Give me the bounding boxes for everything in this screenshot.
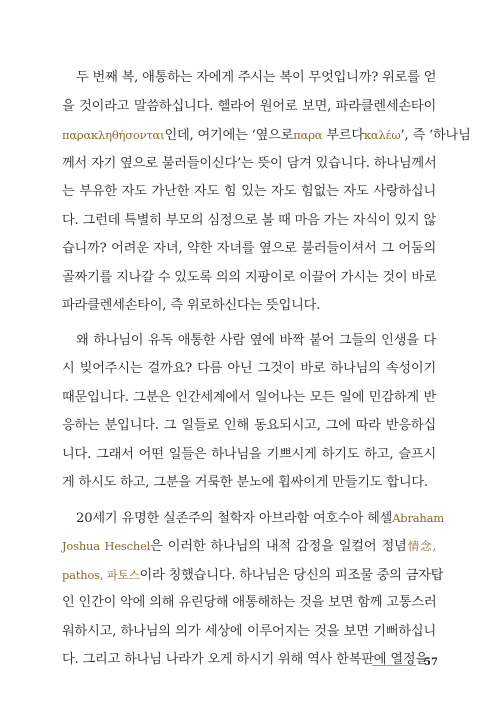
page-number: 57 xyxy=(424,657,438,668)
text-segment: 게 하시도 하고, 그분을 거룩한 분노에 휩싸이게 만들기도 합니다. xyxy=(62,475,428,490)
text-line xyxy=(62,178,436,207)
original-language-term: Joshua Heschel xyxy=(62,539,151,553)
paragraph xyxy=(62,64,471,321)
text-segment: 이라 칭했습니다. 하나님은 당신의 피조물 중의 금자탑 xyxy=(139,567,444,583)
text-line xyxy=(62,327,436,356)
body-text xyxy=(62,64,471,675)
text-line xyxy=(62,618,436,647)
text-segment: 20세기 유명한 실존주의 철학자 아브라함 여호수아 헤셀 xyxy=(76,510,393,526)
text-segment: 께서 자기 옆으로 불러들이신다’는 뜻이 담겨 있습니다. 하나님께서 xyxy=(62,155,437,171)
text-segment: 는 부유한 자도 가난한 자도 힘 있는 자도 힘없는 자도 사랑하십니 xyxy=(62,184,436,199)
text-segment: 다. 그리고 하나님 나라가 오게 하시기 위해 역사 한복판에 열정을 xyxy=(62,652,428,667)
original-language-term: καλέω xyxy=(363,128,401,142)
text-line xyxy=(62,207,436,236)
text-line xyxy=(62,412,436,441)
text-line xyxy=(62,121,471,150)
text-segment: 니다. 그래서 어떤 일들은 하나님을 기쁘시게 하기도 하고, 슬프시 xyxy=(62,446,436,462)
text-segment: 다. 그런데 특별히 부모의 심정으로 볼 때 마음 가는 자식이 있지 않 xyxy=(62,212,436,228)
text-line xyxy=(62,441,436,470)
text-segment: ’, 즉 ‘하나님 xyxy=(400,128,471,143)
text-line xyxy=(62,235,436,264)
text-line xyxy=(62,384,436,413)
text-line xyxy=(62,355,436,384)
text-segment: 은 이러한 하나님의 내적 감정을 일컬어 정념 xyxy=(150,539,407,554)
text-segment: 응하는 분입니다. 그 일들로 인해 동요되시고, 그에 따라 반응하십 xyxy=(62,418,436,433)
original-language-term: παρα xyxy=(293,128,323,142)
original-language-term: pathos, 파토스 xyxy=(62,567,140,582)
text-line xyxy=(62,561,444,590)
original-language-term: παρακληθήσονται xyxy=(62,128,165,142)
text-segment: 시 빚어주시는 걸까요? 다름 아닌 그것이 바로 하나님의 속성이기 xyxy=(62,361,436,376)
text-segment: 부르다 xyxy=(322,128,364,143)
text-segment: 때문입니다. 그분은 인간세계에서 일어나는 모든 일에 민감하게 반 xyxy=(62,389,436,405)
paragraph xyxy=(62,504,444,675)
text-segment: 워하시고, 하나님의 의가 세상에 이루어지는 것을 보면 기뻐하십니 xyxy=(62,623,436,639)
text-line xyxy=(62,93,436,122)
text-line xyxy=(62,589,436,618)
paragraph xyxy=(62,327,436,498)
text-segment: 두 번째 복, 애통하는 자에게 주시는 복이 무엇입니까? 위로를 얻 xyxy=(76,70,437,85)
original-language-term: Abraham xyxy=(392,510,444,525)
text-line xyxy=(62,150,436,179)
text-segment: 왜 하나님이 유독 애통한 사람 옆에 바짝 붙어 그들의 인생을 다 xyxy=(76,332,436,348)
text-line xyxy=(62,292,436,321)
text-line xyxy=(62,264,436,293)
text-segment: 골짜기를 지나갈 수 있도록 의의 지팡이로 이끌어 가시는 것이 바로 xyxy=(62,269,437,285)
text-segment: 인데, 여기에는 ‘옆으로 xyxy=(164,128,294,143)
text-segment: 을 것이라고 말씀하십니다. 헬라어 원어로 보면, 파라클렌세손타이 xyxy=(62,98,436,114)
text-segment: 인 인간이 악에 의해 유린당해 애통해하는 것을 보면 함께 고통스러 xyxy=(62,595,437,610)
text-line xyxy=(62,504,444,533)
text-segment: 파라클렌세손타이, 즉 위로하신다는 뜻입니다. xyxy=(62,298,321,313)
text-line xyxy=(62,532,436,561)
text-line xyxy=(62,469,436,498)
original-language-term: 情念, xyxy=(406,539,436,553)
footer-rule xyxy=(372,665,416,666)
text-line xyxy=(62,646,436,675)
text-line xyxy=(62,64,436,93)
text-segment: 습니까? 어려운 자녀, 약한 자녀를 옆으로 불러들이셔서 그 어둠의 xyxy=(62,241,436,256)
